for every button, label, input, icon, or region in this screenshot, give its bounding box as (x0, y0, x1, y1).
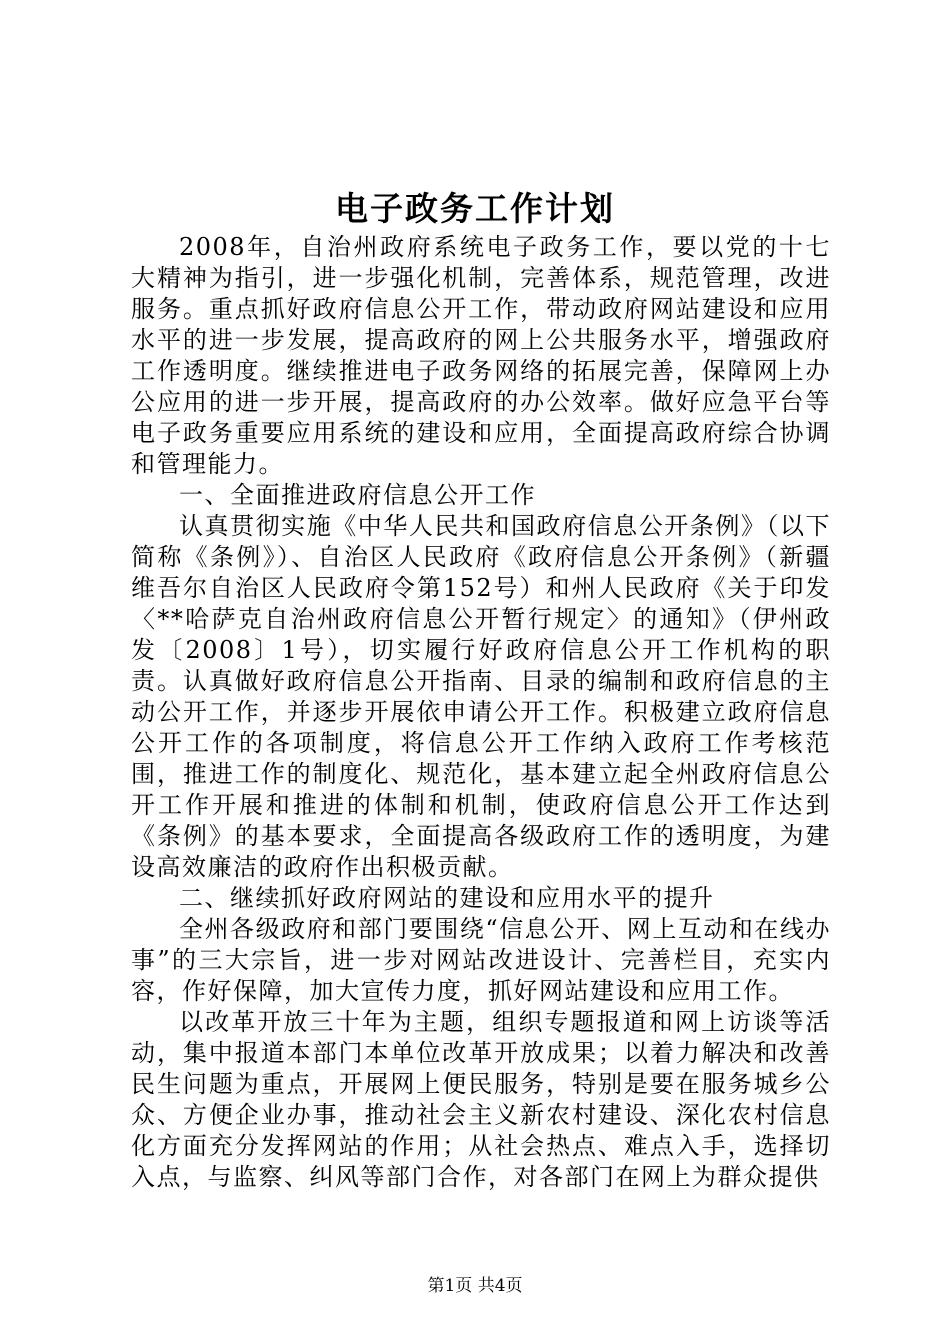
document-title: 电子政务工作计划 (335, 189, 615, 228)
section-heading-1: 一、全面推进政府信息公开工作 (179, 481, 536, 509)
paragraph-section-2a: 全州各级政府和部门要围绕“信息公开、网上互动和在线办事”的三大宗旨，进一步对网站改进设计、完善栏目，充实内容，作好保障，加大宣传力度，抓好网站建设和应用工作。 (131, 915, 831, 1005)
document-body (131, 232, 831, 1193)
paragraph-section-2b: 以改革开放三十年为主题，组织专题报道和网上访谈等活动，集中报道本部门本单位改革开放成果；以着力解决和改善民生问题为重点，开展网上便民服务，特别是要在服务城乡公众、方便企业办事，推动社会主义新农村建设、深化农村信息化方面充分发挥网站的作用；从社会热点、难点入手，选择切入点，与监察、纠风等部门合作，对各部门在网上为群众提供 (131, 1008, 831, 1191)
paragraph-intro: 2008年，自治州政府系统电子政务工作，要以党的十七大精神为指引，进一步强化机制，完善体系，规范管理，改进服务。重点抓好政府信息公开工作，带动政府网站建设和应用水平的进一步发展，提高政府的网上公共服务水平，增强政府工作透明度。继续推进电子政务网络的拓展完善，保障网上办公应用的进一步开展，提高政府的办公效率。做好应急平台等电子政务重要应用系统的建设和应用，全面提高政府综合协调和管理能力。 (131, 233, 831, 478)
section-heading-2: 二、继续抓好政府网站的建设和应用水平的提升 (179, 884, 715, 912)
paragraph-section-1: 认真贯彻实施《中华人民共和国政府信息公开条例》（以下简称《条例》）、自治区人民政府《政府信息公开条例》（新疆维吾尔自治区人民政府令第152号）和州人民政府《关于印发〈**哈萨克自治州政府信息公开暂行规定〉的通知》（伊州政发〔2008〕1号），切实履行好政府信息公开工作机构的职责。认真做好政府信息公开指南、目录的编制和政府信息的主动公开工作，并逐步开展依申请公开工作。积极建立政府信息公开工作的各项制度，将信息公开工作纳入政府工作考核范围，推进工作的制度化、规范化，基本建立起全州政府信息公开工作开展和推进的体制和机制，使政府信息公开工作达到《条例》的基本要求，全面提高各级政府工作的透明度，为建设高效廉洁的政府作出积极贡献。 (131, 512, 831, 881)
page-footer: 第1页 共4页 (427, 1276, 523, 1296)
